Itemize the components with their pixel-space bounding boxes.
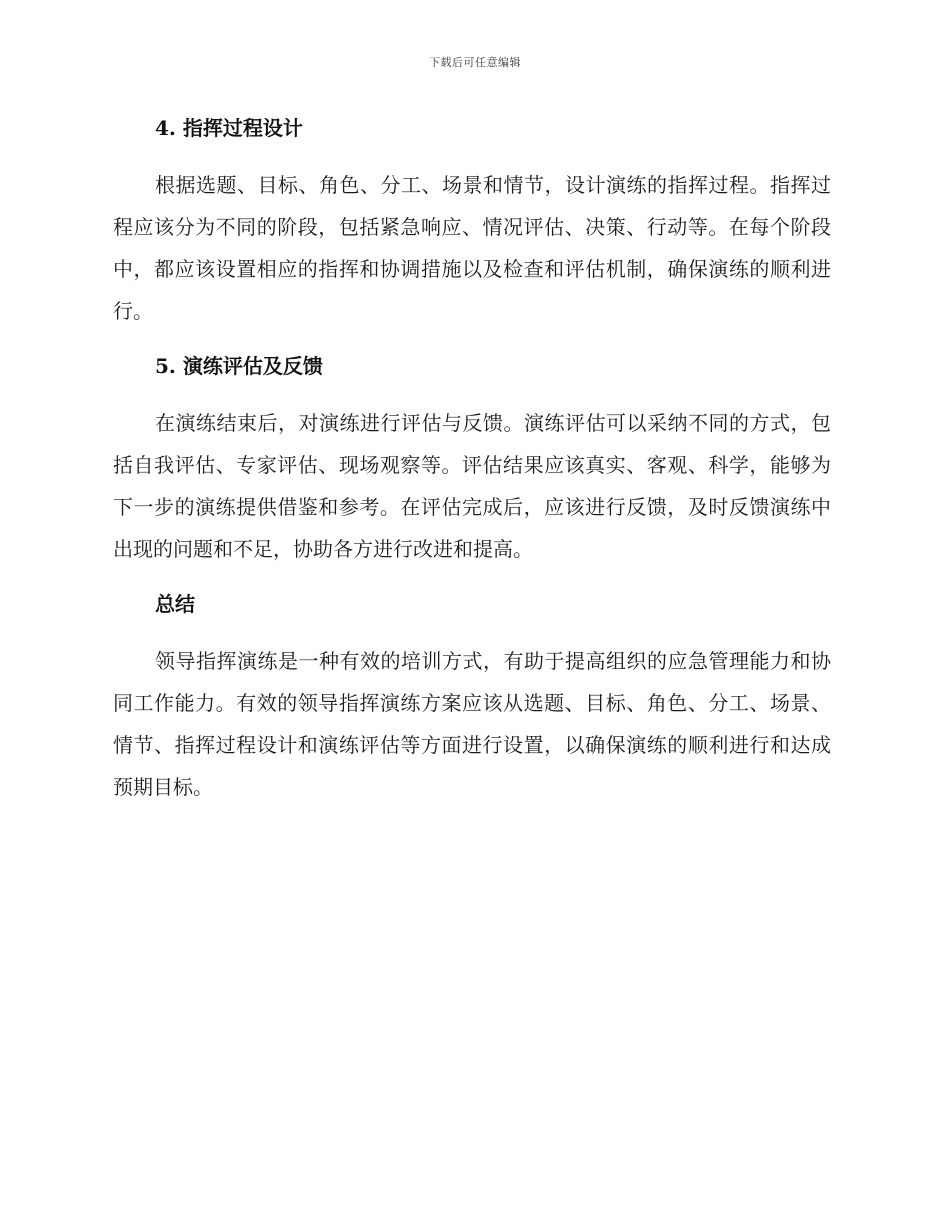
page-header-note: 下载后可任意编辑 <box>429 56 521 69</box>
section-paragraph: 在演练结束后，对演练进行评估与反馈。演练评估可以采纳不同的方式，包括自我评估、专家评估、现场观察等。评估结果应该真实、客观、科学，能够为下一步的演练提供借鉴和参考。在评估完成后，应该进行反馈，及时反馈演练中出现的问题和不足，协助各方进行改进和提高。 <box>113 411 831 561</box>
section-command-process <box>113 108 831 332</box>
section-heading: 4. 指挥过程设计 <box>155 116 303 140</box>
section-summary <box>113 584 831 808</box>
section-heading: 5. 演练评估及反馈 <box>155 354 323 378</box>
section-evaluation-feedback <box>113 346 831 570</box>
section-heading: 总结 <box>155 592 195 616</box>
section-paragraph: 领导指挥演练是一种有效的培训方式，有助于提高组织的应急管理能力和协同工作能力。有效的领导指挥演练方案应该从选题、目标、角色、分工、场景、情节、指挥过程设计和演练评估等方面进行设置，以确保演练的顺利进行和达成预期目标。 <box>113 649 831 799</box>
section-paragraph: 根据选题、目标、角色、分工、场景和情节，设计演练的指挥过程。指挥过程应该分为不同的阶段，包括紧急响应、情况评估、决策、行动等。在每个阶段中，都应该设置相应的指挥和协调措施以及检查和评估机制，确保演练的顺利进行。 <box>113 173 831 323</box>
document-body <box>113 108 831 808</box>
